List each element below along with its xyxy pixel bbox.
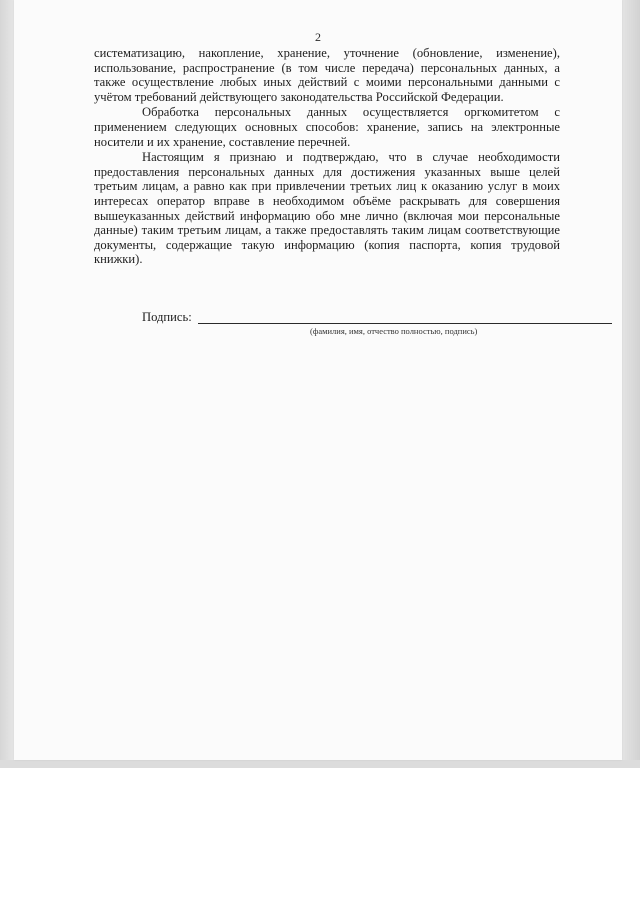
scan-edge-left <box>0 0 14 768</box>
signature-label: Подпись: <box>142 310 192 324</box>
signature-line[interactable] <box>198 311 612 324</box>
signature-block <box>142 310 612 336</box>
scan-edge-right <box>622 0 640 768</box>
paragraph-processing-actions: систематизацию, накопление, хранение, уточнение (обновление, изменение), использование, распространение (в том числе передача) персональных данных, а также осуществление любых иных действий с моими персональными данными с учётом требований действующего законодательства Российской Федерации. <box>94 46 560 104</box>
document-body <box>94 46 560 268</box>
page-number: 2 <box>315 30 321 44</box>
scan-edge-bottom <box>0 760 640 768</box>
paragraph-processing-methods: Обработка персональных данных осуществляется оргкомитетом с применением следующих основных способов: хранение, запись на электронные носители и их хранение, составление перечней. <box>94 105 560 149</box>
signature-caption: (фамилия, имя, отчество полностью, подпись) <box>310 326 478 336</box>
paragraph-third-parties: Настоящим я признаю и подтверждаю, что в случае необходимости предоставления персональных данных для достижения указанных выше целей третьим лицам, а равно как при привлечении третьих лиц к оказанию услуг в моих интересах оператор вправе в необходимом объёме раскрывать для совершения вышеуказанных действий информацию обо мне лично (включая мои персональные данные) таким третьим лицам, а также предоставлять таким лицам соответствующие документы, содержащие такую информацию (копия паспорта, копия трудовой книжки). <box>94 150 560 267</box>
paper-sheet <box>14 0 622 760</box>
